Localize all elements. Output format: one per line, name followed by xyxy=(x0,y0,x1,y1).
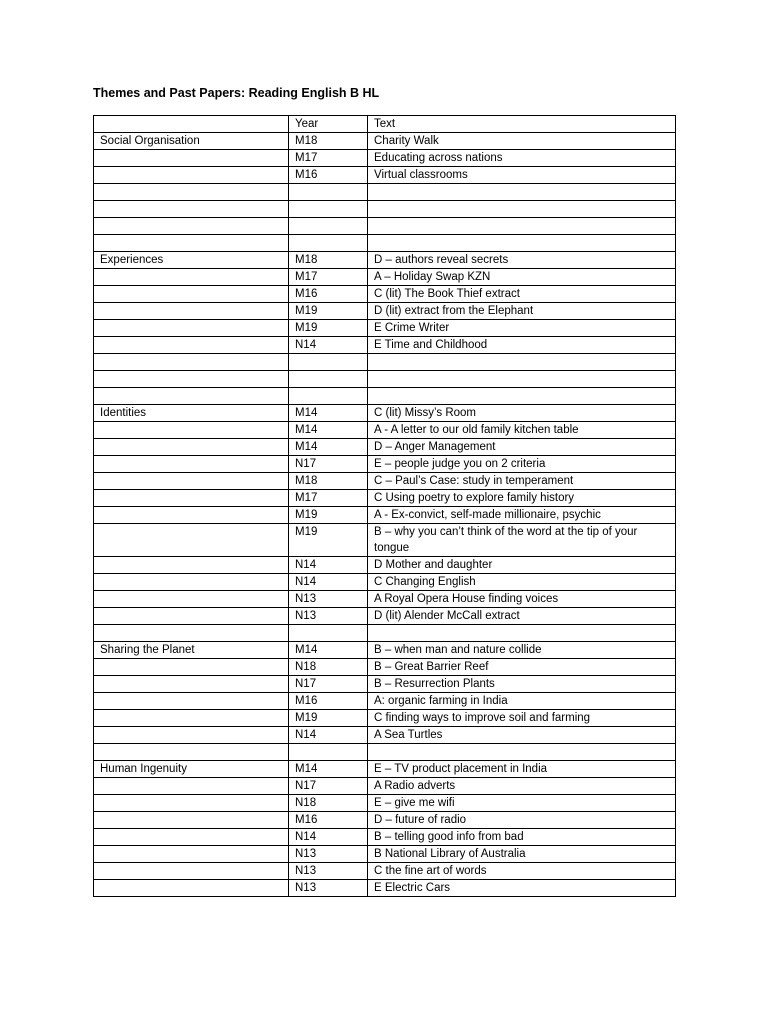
theme-cell xyxy=(94,184,289,201)
theme-cell xyxy=(94,863,289,880)
year-cell xyxy=(289,218,368,235)
year-cell xyxy=(289,235,368,252)
table-row xyxy=(94,252,676,269)
text-cell: E Electric Cars xyxy=(368,880,676,897)
year-cell: M19 xyxy=(289,710,368,727)
theme-cell xyxy=(94,422,289,439)
table-row xyxy=(94,388,676,405)
table-row xyxy=(94,625,676,642)
text-cell: D – Anger Management xyxy=(368,439,676,456)
theme-cell xyxy=(94,812,289,829)
text-cell: Educating across nations xyxy=(368,150,676,167)
year-cell xyxy=(289,625,368,642)
year-cell: N17 xyxy=(289,676,368,693)
table-header-row xyxy=(94,116,676,133)
year-cell: M14 xyxy=(289,405,368,422)
page-title: Themes and Past Papers: Reading English B HL xyxy=(93,86,380,100)
text-cell: D (lit) Alender McCall extract xyxy=(368,608,676,625)
text-cell: D – future of radio xyxy=(368,812,676,829)
theme-cell xyxy=(94,710,289,727)
year-cell: M17 xyxy=(289,269,368,286)
table-row xyxy=(94,303,676,320)
table-row xyxy=(94,490,676,507)
table-row xyxy=(94,812,676,829)
year-cell: M19 xyxy=(289,524,368,557)
text-cell: E – TV product placement in India xyxy=(368,761,676,778)
theme-cell xyxy=(94,591,289,608)
table-row xyxy=(94,439,676,456)
text-cell: B – telling good info from bad xyxy=(368,829,676,846)
text-cell: C (lit) Missy’s Room xyxy=(368,405,676,422)
theme-cell xyxy=(94,490,289,507)
theme-cell xyxy=(94,778,289,795)
theme-cell xyxy=(94,439,289,456)
theme-cell xyxy=(94,320,289,337)
year-cell: N14 xyxy=(289,829,368,846)
text-cell xyxy=(368,625,676,642)
year-cell: M18 xyxy=(289,473,368,490)
theme-cell: Sharing the Planet xyxy=(94,642,289,659)
text-cell xyxy=(368,218,676,235)
year-cell: N14 xyxy=(289,557,368,574)
theme-cell: Social Organisation xyxy=(94,133,289,150)
table-row xyxy=(94,778,676,795)
theme-cell xyxy=(94,557,289,574)
table-row xyxy=(94,642,676,659)
text-cell: E Crime Writer xyxy=(368,320,676,337)
text-cell: B – when man and nature collide xyxy=(368,642,676,659)
text-cell: B – Resurrection Plants xyxy=(368,676,676,693)
table-row xyxy=(94,591,676,608)
text-cell: C Changing English xyxy=(368,574,676,591)
theme-cell xyxy=(94,150,289,167)
theme-cell xyxy=(94,880,289,897)
table-row xyxy=(94,422,676,439)
theme-cell xyxy=(94,795,289,812)
theme-cell xyxy=(94,693,289,710)
theme-cell xyxy=(94,676,289,693)
text-cell: A: organic farming in India xyxy=(368,693,676,710)
year-cell: M16 xyxy=(289,286,368,303)
year-cell: N13 xyxy=(289,846,368,863)
text-cell xyxy=(368,184,676,201)
year-cell: M18 xyxy=(289,252,368,269)
theme-cell: Identities xyxy=(94,405,289,422)
table-row xyxy=(94,761,676,778)
year-cell: M14 xyxy=(289,761,368,778)
theme-cell: Experiences xyxy=(94,252,289,269)
theme-cell xyxy=(94,371,289,388)
year-cell xyxy=(289,184,368,201)
table-row xyxy=(94,608,676,625)
text-cell xyxy=(368,354,676,371)
year-cell xyxy=(289,388,368,405)
year-cell: N14 xyxy=(289,574,368,591)
text-cell: Charity Walk xyxy=(368,133,676,150)
table-row xyxy=(94,676,676,693)
year-cell: N17 xyxy=(289,778,368,795)
text-cell: D Mother and daughter xyxy=(368,557,676,574)
table-row xyxy=(94,286,676,303)
year-cell xyxy=(289,354,368,371)
text-cell: D – authors reveal secrets xyxy=(368,252,676,269)
text-cell: B – why you can’t think of the word at the tip of your tongue xyxy=(368,524,676,557)
table-row xyxy=(94,184,676,201)
year-cell: M17 xyxy=(289,490,368,507)
text-cell: A Radio adverts xyxy=(368,778,676,795)
table-row xyxy=(94,557,676,574)
table-row xyxy=(94,880,676,897)
year-cell: N18 xyxy=(289,659,368,676)
table-row xyxy=(94,795,676,812)
theme-cell xyxy=(94,286,289,303)
table-row xyxy=(94,693,676,710)
year-cell: M19 xyxy=(289,507,368,524)
year-cell xyxy=(289,744,368,761)
text-cell: B – Great Barrier Reef xyxy=(368,659,676,676)
theme-cell xyxy=(94,574,289,591)
table-row xyxy=(94,320,676,337)
year-cell: N13 xyxy=(289,608,368,625)
year-cell: N17 xyxy=(289,456,368,473)
text-cell xyxy=(368,201,676,218)
year-cell: N18 xyxy=(289,795,368,812)
text-cell: A - Ex-convict, self-made millionaire, psychic xyxy=(368,507,676,524)
theme-cell xyxy=(94,744,289,761)
year-cell: M19 xyxy=(289,303,368,320)
text-cell: Virtual classrooms xyxy=(368,167,676,184)
year-cell: M17 xyxy=(289,150,368,167)
text-cell: E Time and Childhood xyxy=(368,337,676,354)
year-cell: M14 xyxy=(289,642,368,659)
text-cell: A Sea Turtles xyxy=(368,727,676,744)
table-row xyxy=(94,473,676,490)
theme-cell xyxy=(94,727,289,744)
theme-cell xyxy=(94,388,289,405)
table-row xyxy=(94,269,676,286)
text-cell: B National Library of Australia xyxy=(368,846,676,863)
table-row xyxy=(94,456,676,473)
theme-cell xyxy=(94,269,289,286)
text-cell: A - A letter to our old family kitchen table xyxy=(368,422,676,439)
table-row xyxy=(94,524,676,557)
theme-cell xyxy=(94,659,289,676)
theme-cell xyxy=(94,337,289,354)
year-cell: M14 xyxy=(289,422,368,439)
theme-cell xyxy=(94,608,289,625)
text-cell xyxy=(368,388,676,405)
year-cell xyxy=(289,201,368,218)
theme-cell xyxy=(94,829,289,846)
year-cell: N13 xyxy=(289,863,368,880)
table-body xyxy=(94,133,676,897)
text-cell: D (lit) extract from the Elephant xyxy=(368,303,676,320)
text-cell: C finding ways to improve soil and farming xyxy=(368,710,676,727)
table-row xyxy=(94,201,676,218)
theme-cell xyxy=(94,218,289,235)
theme-cell xyxy=(94,846,289,863)
table-row xyxy=(94,574,676,591)
header-theme xyxy=(94,116,289,133)
theme-cell xyxy=(94,456,289,473)
year-cell: N14 xyxy=(289,727,368,744)
text-cell: C – Paul’s Case: study in temperament xyxy=(368,473,676,490)
theme-cell xyxy=(94,473,289,490)
theme-cell xyxy=(94,524,289,557)
year-cell: M16 xyxy=(289,167,368,184)
year-cell xyxy=(289,371,368,388)
header-year: Year xyxy=(289,116,368,133)
year-cell: M19 xyxy=(289,320,368,337)
theme-cell xyxy=(94,303,289,320)
year-cell: M18 xyxy=(289,133,368,150)
year-cell: M16 xyxy=(289,812,368,829)
theme-cell xyxy=(94,354,289,371)
table-row xyxy=(94,167,676,184)
header-text: Text xyxy=(368,116,676,133)
theme-cell xyxy=(94,167,289,184)
table-row xyxy=(94,727,676,744)
table-row xyxy=(94,405,676,422)
theme-cell xyxy=(94,201,289,218)
table-row xyxy=(94,863,676,880)
table-row xyxy=(94,235,676,252)
text-cell: E – people judge you on 2 criteria xyxy=(368,456,676,473)
table-row xyxy=(94,133,676,150)
year-cell: M14 xyxy=(289,439,368,456)
year-cell: M16 xyxy=(289,693,368,710)
table-row xyxy=(94,354,676,371)
table-row xyxy=(94,710,676,727)
text-cell: C Using poetry to explore family history xyxy=(368,490,676,507)
table-row xyxy=(94,337,676,354)
text-cell: A Royal Opera House finding voices xyxy=(368,591,676,608)
theme-cell xyxy=(94,235,289,252)
table-row xyxy=(94,507,676,524)
text-cell xyxy=(368,371,676,388)
theme-cell: Human Ingenuity xyxy=(94,761,289,778)
text-cell: C the fine art of words xyxy=(368,863,676,880)
theme-cell xyxy=(94,507,289,524)
table-row xyxy=(94,150,676,167)
text-cell xyxy=(368,235,676,252)
table-row xyxy=(94,829,676,846)
year-cell: N13 xyxy=(289,880,368,897)
table-row xyxy=(94,371,676,388)
theme-cell xyxy=(94,625,289,642)
text-cell: A – Holiday Swap KZN xyxy=(368,269,676,286)
table-row xyxy=(94,744,676,761)
table-row xyxy=(94,218,676,235)
text-cell xyxy=(368,744,676,761)
themes-table xyxy=(93,115,676,897)
table-row xyxy=(94,846,676,863)
year-cell: N13 xyxy=(289,591,368,608)
text-cell: E – give me wifi xyxy=(368,795,676,812)
text-cell: C (lit) The Book Thief extract xyxy=(368,286,676,303)
year-cell: N14 xyxy=(289,337,368,354)
table-row xyxy=(94,659,676,676)
